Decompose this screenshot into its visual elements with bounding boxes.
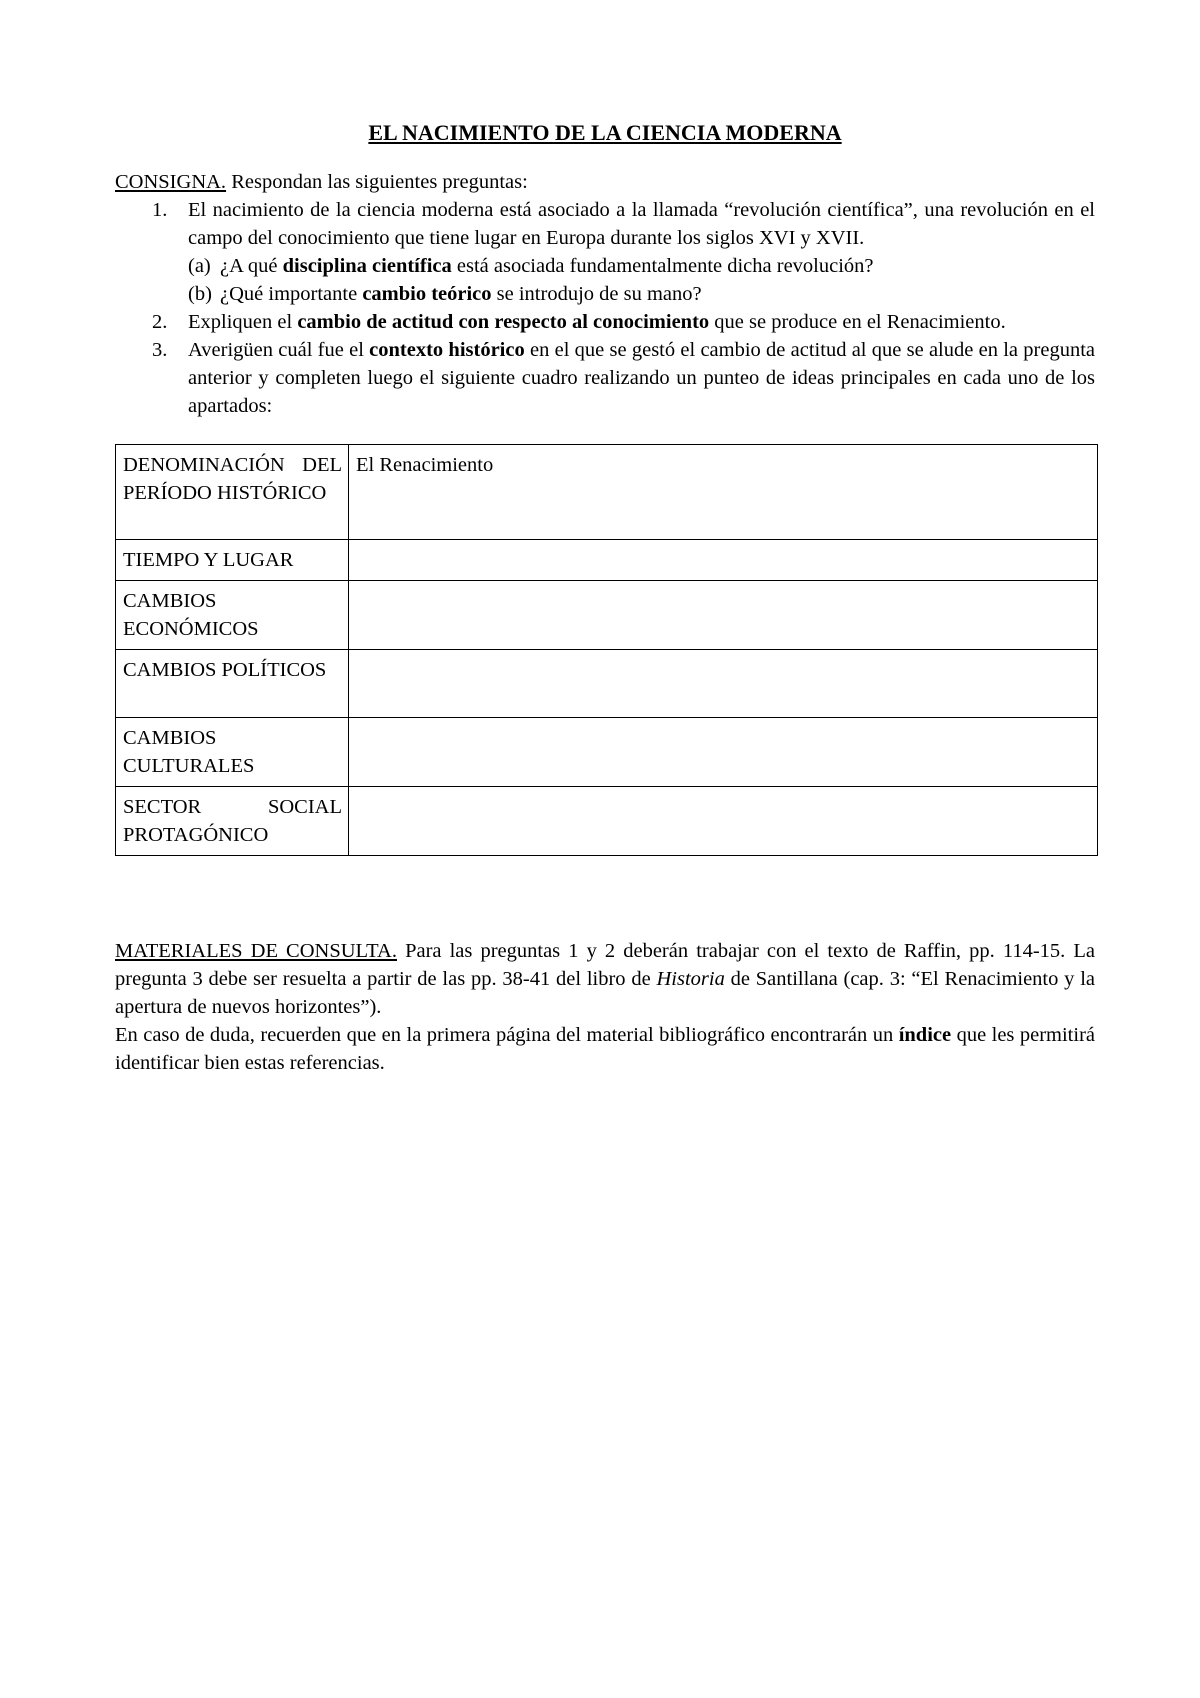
- row-value: [349, 581, 1098, 650]
- consigna-label: CONSIGNA.: [115, 171, 227, 193]
- materials-text: de Santillana (cap. 3: “El Renacimiento y la apertura de nuevos horizontes”).: [115, 968, 1095, 1018]
- table-row: [116, 650, 1098, 718]
- question-bold: contexto histórico: [369, 339, 525, 361]
- row-label: CAMBIOS POLÍTICOS: [116, 650, 349, 718]
- consigna-line: [115, 168, 1095, 196]
- question-text: que se produce en el Renacimiento.: [709, 311, 1006, 333]
- subquestion-bold: disciplina científica: [282, 255, 452, 277]
- table-row: [116, 718, 1098, 787]
- question-number: 1.: [152, 199, 168, 221]
- subquestion-label: (b): [188, 283, 212, 305]
- subquestion-b: [188, 280, 1095, 308]
- row-value: [349, 787, 1098, 856]
- question-3: [115, 336, 1095, 420]
- note-bold: índice: [898, 1024, 952, 1046]
- row-value: [349, 540, 1098, 581]
- question-number: 2.: [152, 311, 168, 333]
- row-value: El Renacimiento: [349, 445, 1098, 540]
- subquestion-text: ¿A qué: [220, 255, 283, 277]
- note-text: que les permitirá identificar bien estas referencias.: [115, 1024, 1095, 1074]
- row-label: SECTOR SOCIAL PROTAGÓNICO: [116, 787, 349, 856]
- page-title: EL NACIMIENTO DE LA CIENCIA MODERNA: [368, 120, 842, 145]
- question-text: El nacimiento de la ciencia moderna está asociado a la llamada “revolución científica”, una revolución en el campo del conocimiento que tiene lugar en Europa durante los siglos XVI y XVII.: [188, 199, 1095, 249]
- question-bold: cambio de actitud con respecto al conocimiento: [297, 311, 710, 333]
- row-label: CAMBIOS CULTURALES: [116, 718, 349, 787]
- question-number: 3.: [152, 339, 168, 361]
- question-1: [115, 196, 1095, 308]
- table-row: [116, 445, 1098, 540]
- question-2: [115, 308, 1095, 336]
- row-label: CAMBIOS ECONÓMICOS: [116, 581, 349, 650]
- row-value: [349, 718, 1098, 787]
- question-text: Averigüen cuál fue el: [188, 339, 370, 361]
- subquestion-text: ¿Qué importante: [220, 283, 363, 305]
- materials-paragraph: [115, 937, 1095, 1021]
- table-row: [116, 540, 1098, 581]
- row-label: DENOMINACIÓN DEL PERÍODO HISTÓRICO: [116, 445, 349, 540]
- subquestion-bold: cambio teórico: [362, 283, 492, 305]
- materials-section: [115, 937, 1095, 1077]
- question-list: [115, 196, 1095, 420]
- subquestion-text: se introdujo de su mano?: [491, 283, 702, 305]
- table-row: [116, 787, 1098, 856]
- subquestion-text: está asociada fundamentalmente dicha revolución?: [451, 255, 874, 277]
- row-label: TIEMPO Y LUGAR: [116, 540, 349, 581]
- subquestion-a: [188, 252, 1095, 280]
- materials-note: [115, 1021, 1095, 1077]
- question-text: Expliquen el: [188, 311, 298, 333]
- note-text: En caso de duda, recuerden que en la primera página del material bibliográfico encontrarán un: [115, 1024, 899, 1046]
- materials-label: MATERIALES DE CONSULTA.: [115, 940, 397, 962]
- table-row: [116, 581, 1098, 650]
- consigna-text: Respondan las siguientes preguntas:: [226, 171, 528, 193]
- context-table: [115, 444, 1098, 856]
- materials-italic: Historia: [656, 968, 725, 990]
- row-value: [349, 650, 1098, 718]
- document-page: [115, 118, 1095, 1077]
- question-text: en el que se gestó el cambio de actitud al que se alude en la pregunta anterior y completen luego el siguiente cuadro realizando un punteo de ideas principales en cada uno de los apartados:: [188, 339, 1095, 417]
- materials-text: Para las preguntas 1 y 2 deberán trabajar con el texto de Raffin, pp. 114-15. La pregunta 3 debe ser resuelta a partir de las pp. 38-41 del libro de: [115, 940, 1096, 990]
- subquestion-label: (a): [188, 255, 211, 277]
